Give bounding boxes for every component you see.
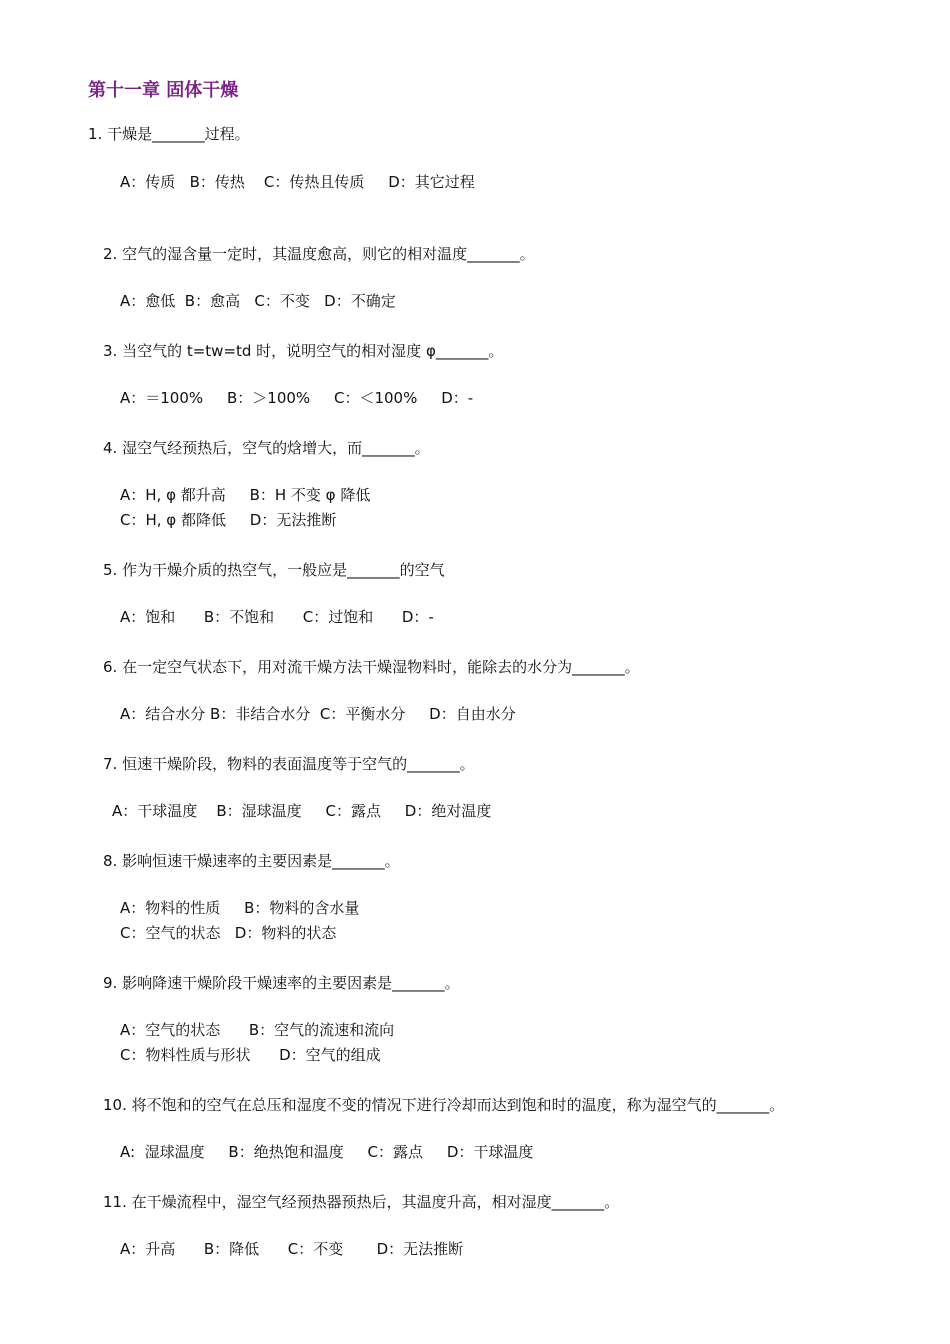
question-2-stem: 2. 空气的湿含量一定时，其温度愈高，则它的相对温度_______。 xyxy=(103,245,535,263)
question-1-options: A：传质 B：传热 C：传热且传质 D：其它过程 xyxy=(120,173,475,191)
question-5-stem: 5. 作为干燥介质的热空气，一般应是_______的空气 xyxy=(103,561,445,579)
question-10-options: A: 湿球温度 B：绝热饱和温度 C：露点 D：干球温度 xyxy=(120,1143,534,1161)
question-2-options: A：愈低 B：愈高 C：不变 D：不确定 xyxy=(120,292,396,310)
question-1-stem: 1. 干燥是_______过程。 xyxy=(88,125,250,143)
question-11-options: A：升高 B：降低 C：不变 D：无法推断 xyxy=(120,1240,464,1258)
question-9-options-line2: C：物料性质与形状 D：空气的组成 xyxy=(120,1046,381,1064)
question-4-options-line1: A：H, φ 都升高 B：H 不变 φ 降低 xyxy=(120,486,371,504)
question-10-stem: 10. 将不饱和的空气在总压和湿度不变的情况下进行冷却而达到饱和时的温度，称为湿空气的_______。 xyxy=(103,1096,785,1114)
question-5-options: A：饱和 B：不饱和 C：过饱和 D：- xyxy=(120,608,434,626)
chapter-title: 第十一章 固体干燥 xyxy=(88,80,239,101)
question-8-options-line1: A：物料的性质 B：物料的含水量 xyxy=(120,899,360,917)
question-11-stem: 11. 在干燥流程中，湿空气经预热器预热后，其温度升高，相对湿度_______。 xyxy=(103,1193,620,1211)
question-7-options: A：干球温度 B：湿球温度 C：露点 D：绝对温度 xyxy=(112,802,492,820)
question-8-options-line2: C：空气的状态 D：物料的状态 xyxy=(120,924,337,942)
question-9-stem: 9. 影响降速干燥阶段干燥速率的主要因素是_______。 xyxy=(103,974,460,992)
question-4-options-line2: C：H, φ 都降低 D：无法推断 xyxy=(120,511,337,529)
question-3-options: A：＝100% B：＞100% C：＜100% D：- xyxy=(120,389,474,407)
question-7-stem: 7. 恒速干燥阶段，物料的表面温度等于空气的_______。 xyxy=(103,755,475,773)
question-9-options-line1: A：空气的状态 B：空气的流速和流向 xyxy=(120,1021,395,1039)
question-3-stem: 3. 当空气的 t=tw=td 时，说明空气的相对湿度 φ_______。 xyxy=(103,342,504,360)
question-4-stem: 4. 湿空气经预热后，空气的焓增大，而_______。 xyxy=(103,439,430,457)
question-8-stem: 8. 影响恒速干燥速率的主要因素是_______。 xyxy=(103,852,400,870)
question-6-options: A：结合水分 B：非结合水分 C：平衡水分 D：自由水分 xyxy=(120,705,516,723)
question-6-stem: 6. 在一定空气状态下，用对流干燥方法干燥湿物料时，能除去的水分为_______。 xyxy=(103,658,640,676)
